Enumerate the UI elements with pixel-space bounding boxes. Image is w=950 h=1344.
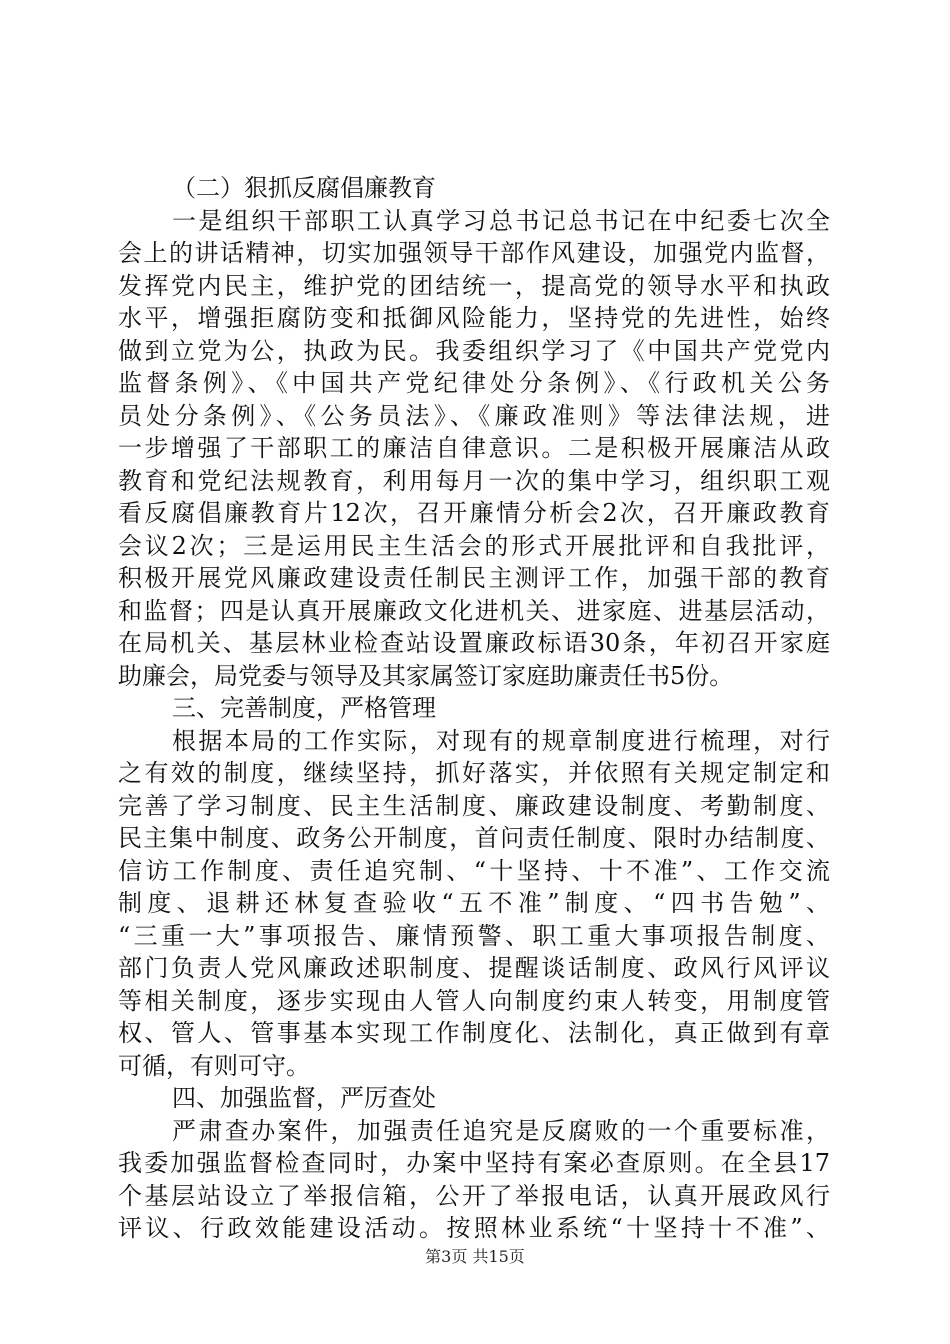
- paragraph-line: 可循，有则可守。: [118, 1051, 310, 1080]
- paragraph-line: 教育和党纪法规教育，利用每月一次的集中学习，组织职工观: [118, 466, 830, 495]
- paragraph-line: 评议、行政效能建设活动。按照林业系统“十坚持十不准”、: [118, 1214, 830, 1242]
- paragraph-line: 员处分条例》、《公务员法》、《廉政准则》等法律法规，进: [118, 401, 830, 430]
- paragraph-line: 监督条例》、《中国共产党纪律处分条例》、《行政机关公务: [118, 369, 830, 397]
- paragraph-line: “三重一大”事项报告、廉情预警、职工重大事项报告制度、: [118, 921, 830, 950]
- section-heading: 四、加强监督，严厉查处: [172, 1084, 436, 1112]
- paragraph-line: 水平，增强拒腐防变和抵御风险能力，坚持党的先进性，始终: [118, 304, 830, 332]
- paragraph-line: 完善了学习制度、民主生活制度、廉政建设制度、考勤制度、: [118, 791, 830, 820]
- section-heading: （二）狠抓反腐倡廉教育: [172, 174, 436, 202]
- paragraph-line: 民主集中制度、政务公开制度，首问责任制度、限时办结制度、: [118, 824, 830, 852]
- paragraph-line: 我委加强监督检查同时，办案中坚持有案必查原则。在全县17: [118, 1149, 830, 1177]
- paragraph-line: 根据本局的工作实际，对现有的规章制度进行梳理，对行: [172, 726, 830, 755]
- paragraph-line: 信访工作制度、责任追究制、“十坚持、十不准”、工作交流: [118, 856, 830, 885]
- paragraph-line: 做到立党为公，执政为民。我委组织学习了《中国共产党党内: [118, 336, 830, 365]
- paragraph-line: 个基层站设立了举报信箱，公开了举报电话，认真开展政风行: [118, 1181, 830, 1210]
- paragraph-line: 会议2次；三是运用民主生活会的形式开展批评和自我批评，: [118, 531, 830, 560]
- paragraph-line: 看反腐倡廉教育片12次，召开廉情分析会2次，召开廉政教育: [118, 499, 830, 527]
- paragraph-line: 制度、退耕还林复查验收“五不准”制度、“四书告勉”、: [118, 889, 830, 917]
- page-footer: 第3页 共15页: [425, 1247, 525, 1266]
- paragraph-line: 和监督；四是认真开展廉政文化进机关、进家庭、进基层活动，: [118, 596, 830, 625]
- paragraph-line: 部门负责人党风廉政述职制度、提醒谈话制度、政风行风评议: [118, 954, 830, 982]
- paragraph-line: 助廉会，局党委与领导及其家属签订家庭助廉责任书5份。: [118, 661, 734, 690]
- paragraph-line: 发挥党内民主，维护党的团结统一，提高党的领导水平和执政: [118, 271, 830, 300]
- paragraph-line: 权、管人、管事基本实现工作制度化、法制化，真正做到有章: [118, 1019, 830, 1047]
- paragraph-line: 严肃查办案件，加强责任追究是反腐败的一个重要标准，: [172, 1116, 830, 1145]
- document-body: [118, 172, 830, 1245]
- paragraph-line: 会上的讲话精神，切实加强领导干部作风建设，加强党内监督，: [118, 239, 830, 267]
- paragraph-line: 一是组织干部职工认真学习总书记总书记在中纪委七次全: [172, 206, 830, 235]
- section-heading: 三、完善制度，严格管理: [172, 694, 436, 722]
- paragraph-line: 等相关制度，逐步实现由人管人向制度约束人转变，用制度管: [118, 986, 830, 1015]
- paragraph-line: 一步增强了干部职工的廉洁自律意识。二是积极开展廉洁从政: [118, 434, 830, 462]
- paragraph-line: 之有效的制度，继续坚持，抓好落实，并依照有关规定制定和: [118, 759, 830, 787]
- paragraph-line: 积极开展党风廉政建设责任制民主测评工作，加强干部的教育: [118, 564, 830, 592]
- paragraph-line: 在局机关、基层林业检查站设置廉政标语30条，年初召开家庭: [118, 629, 830, 657]
